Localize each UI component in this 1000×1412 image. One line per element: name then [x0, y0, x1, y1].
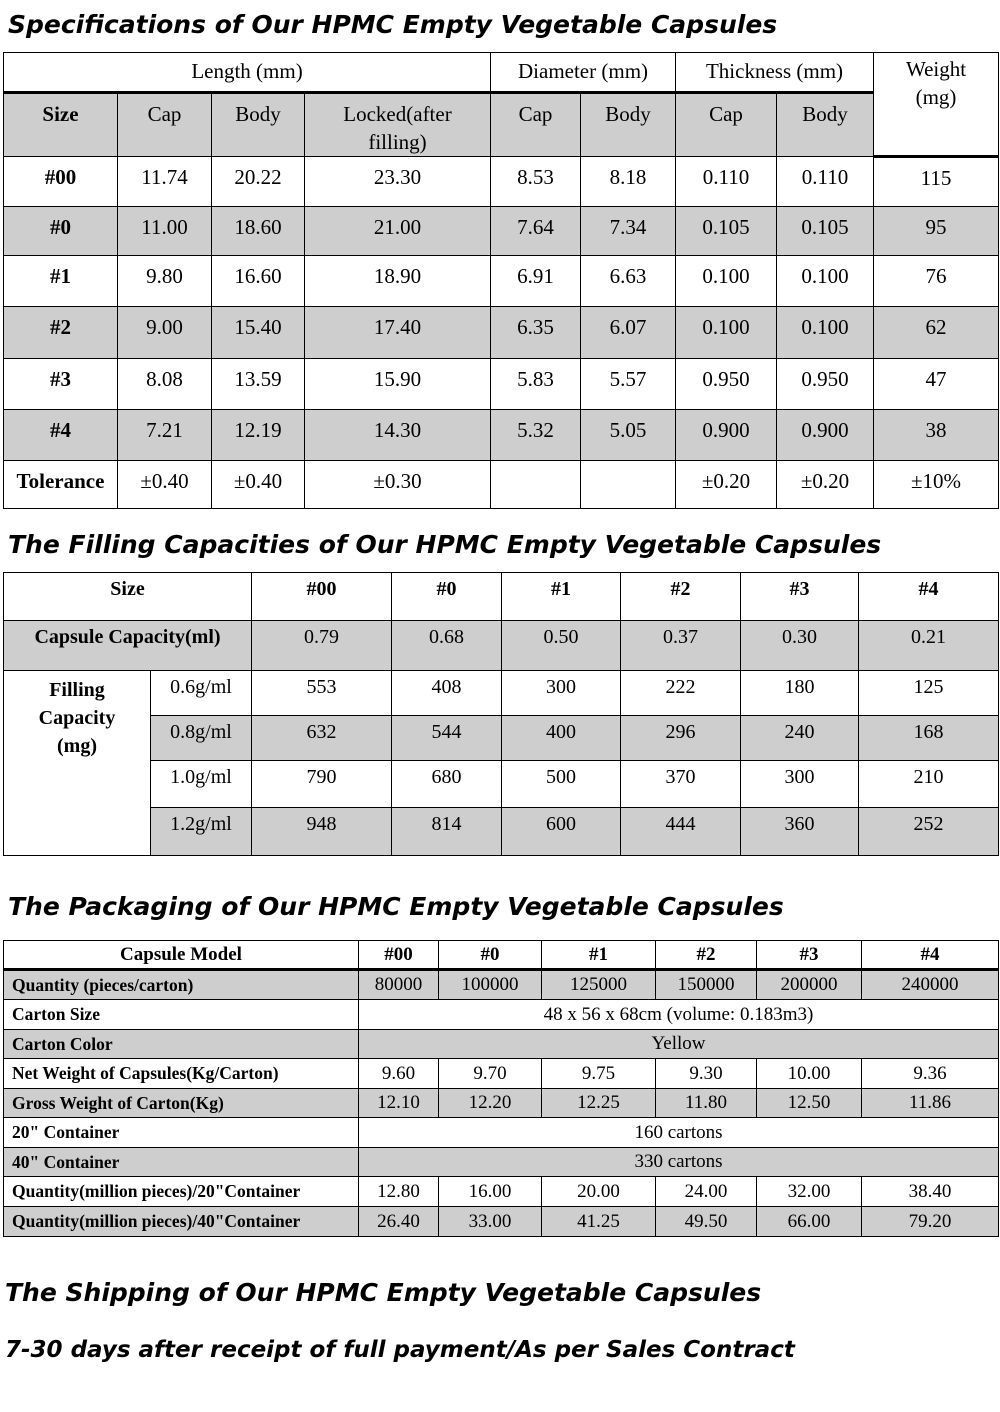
qty-20-label: Quantity(million pieces)/20"Container: [4, 1177, 359, 1207]
filling-table: [3, 572, 999, 856]
density-label: 0.6g/ml: [151, 671, 252, 716]
container-40-value: 330 cartons: [359, 1148, 999, 1177]
table-cell: 0.50: [502, 621, 621, 671]
table-cell: 12.50: [757, 1089, 862, 1118]
table-cell: [581, 461, 676, 509]
table-row: [4, 461, 999, 509]
table-cell: 200000: [757, 970, 862, 1000]
table-cell: 0.900: [777, 410, 874, 461]
table-cell: 10.00: [757, 1059, 862, 1089]
shipping-heading: The Shipping of Our HPMC Empty Vegetable Capsules: [5, 1278, 762, 1307]
table-cell: 9.36: [862, 1059, 999, 1089]
gross-weight-label: Gross Weight of Carton(Kg): [4, 1089, 359, 1118]
column-header-diameter-body: Body: [581, 93, 676, 157]
table-row: [4, 207, 999, 256]
table-cell: 12.80: [359, 1177, 439, 1207]
table-row: [4, 761, 999, 808]
table-cell: 9.00: [118, 307, 212, 359]
table-row: [4, 716, 999, 761]
column-header-size: Size: [4, 93, 118, 157]
table-row: [4, 1118, 999, 1148]
table-cell: 0.21: [859, 621, 999, 671]
table-cell: 18.60: [212, 207, 305, 256]
table-cell: 222: [621, 671, 741, 716]
column-header-3: #3: [757, 941, 862, 970]
thickness-group-header: Thickness (mm): [676, 53, 874, 93]
table-cell: ±0.20: [777, 461, 874, 509]
column-header-0: #0: [439, 941, 542, 970]
density-label: 1.0g/ml: [151, 761, 252, 808]
table-cell: 41.25: [542, 1207, 656, 1237]
table-cell: 11.74: [118, 157, 212, 207]
table-cell: 12.19: [212, 410, 305, 461]
table-cell: 80000: [359, 970, 439, 1000]
table-cell: 100000: [439, 970, 542, 1000]
packaging-heading: The Packaging of Our HPMC Empty Vegetable Capsules: [8, 892, 784, 921]
table-cell: 12.10: [359, 1089, 439, 1118]
density-label: 1.2g/ml: [151, 808, 252, 856]
table-cell: 210: [859, 761, 999, 808]
table-cell: ±0.20: [676, 461, 777, 509]
column-header-length-cap: Cap: [118, 93, 212, 157]
table-cell: ±10%: [874, 461, 999, 509]
row-label: #00: [4, 157, 118, 207]
specifications-table: [3, 52, 999, 509]
table-cell: 26.40: [359, 1207, 439, 1237]
table-cell: [491, 461, 581, 509]
table-cell: 38.40: [862, 1177, 999, 1207]
table-cell: 14.30: [305, 410, 491, 461]
table-cell: 240: [741, 716, 859, 761]
table-cell: 12.25: [542, 1089, 656, 1118]
table-cell: 21.00: [305, 207, 491, 256]
table-row: [4, 1177, 999, 1207]
carton-color-label: Carton Color: [4, 1030, 359, 1059]
table-cell: 62: [874, 307, 999, 359]
table-cell: 6.07: [581, 307, 676, 359]
column-header-00: #00: [359, 941, 439, 970]
table-cell: 5.83: [491, 359, 581, 410]
table-cell: 544: [392, 716, 502, 761]
table-cell: 9.60: [359, 1059, 439, 1089]
table-cell: 0.30: [741, 621, 859, 671]
column-header-locked: Locked(after filling): [305, 93, 491, 157]
table-cell: 95: [874, 207, 999, 256]
net-weight-label: Net Weight of Capsules(Kg/Carton): [4, 1059, 359, 1089]
table-cell: 5.32: [491, 410, 581, 461]
container-20-value: 160 cartons: [359, 1118, 999, 1148]
table-cell: 0.950: [777, 359, 874, 410]
table-cell: 9.75: [542, 1059, 656, 1089]
table-cell: ±0.30: [305, 461, 491, 509]
table-cell: 0.900: [676, 410, 777, 461]
table-cell: 16.00: [439, 1177, 542, 1207]
table-cell: 8.53: [491, 157, 581, 207]
table-cell: 18.90: [305, 256, 491, 307]
table-cell: 408: [392, 671, 502, 716]
table-cell: 20.22: [212, 157, 305, 207]
shipping-text: 7-30 days after receipt of full payment/As per Sales Contract: [5, 1337, 795, 1363]
table-row: [4, 307, 999, 359]
table-cell: 180: [741, 671, 859, 716]
table-cell: 49.50: [656, 1207, 757, 1237]
table-cell: 7.34: [581, 207, 676, 256]
table-row: [4, 621, 999, 671]
table-row: [4, 970, 999, 1000]
table-cell: 150000: [656, 970, 757, 1000]
table-cell: 600: [502, 808, 621, 856]
column-header-2: #2: [656, 941, 757, 970]
table-cell: 0.105: [676, 207, 777, 256]
table-row: [4, 157, 999, 207]
table-cell: 11.00: [118, 207, 212, 256]
carton-size-value: 48 x 56 x 68cm (volume: 0.183m3): [359, 1000, 999, 1030]
diameter-group-header: Diameter (mm): [491, 53, 676, 93]
table-cell: 296: [621, 716, 741, 761]
table-cell: 252: [859, 808, 999, 856]
table-cell: 0.100: [676, 307, 777, 359]
qty-40-label: Quantity(million pieces)/40"Container: [4, 1207, 359, 1237]
table-cell: 15.40: [212, 307, 305, 359]
container-40-label: 40" Container: [4, 1148, 359, 1177]
table-cell: ±0.40: [118, 461, 212, 509]
table-cell: 0.68: [392, 621, 502, 671]
table-cell: 32.00: [757, 1177, 862, 1207]
table-row: [4, 1148, 999, 1177]
table-cell: 444: [621, 808, 741, 856]
row-label: Tolerance: [4, 461, 118, 509]
table-cell: 6.35: [491, 307, 581, 359]
table-cell: 500: [502, 761, 621, 808]
column-header-thickness-cap: Cap: [676, 93, 777, 157]
table-cell: 790: [252, 761, 392, 808]
table-cell: 300: [502, 671, 621, 716]
table-cell: 11.86: [862, 1089, 999, 1118]
row-label: #4: [4, 410, 118, 461]
table-cell: 5.05: [581, 410, 676, 461]
row-label: #0: [4, 207, 118, 256]
table-cell: 0.79: [252, 621, 392, 671]
density-label: 0.8g/ml: [151, 716, 252, 761]
table-cell: 47: [874, 359, 999, 410]
table-cell: 79.20: [862, 1207, 999, 1237]
table-row: [4, 1059, 999, 1089]
table-cell: 76: [874, 256, 999, 307]
table-row: [4, 1089, 999, 1118]
table-cell: 15.90: [305, 359, 491, 410]
table-cell: 9.30: [656, 1059, 757, 1089]
table-cell: 38: [874, 410, 999, 461]
table-cell: 0.110: [777, 157, 874, 207]
table-cell: 0.37: [621, 621, 741, 671]
column-header-4: #4: [859, 573, 999, 621]
column-header-00: #00: [252, 573, 392, 621]
capsule-capacity-label: Capsule Capacity(ml): [4, 621, 252, 671]
table-cell: 7.64: [491, 207, 581, 256]
table-cell: 370: [621, 761, 741, 808]
row-label: #1: [4, 256, 118, 307]
table-cell: 300: [741, 761, 859, 808]
table-cell: 24.00: [656, 1177, 757, 1207]
table-cell: 400: [502, 716, 621, 761]
table-cell: 814: [392, 808, 502, 856]
table-cell: 680: [392, 761, 502, 808]
table-row: [4, 1000, 999, 1030]
table-cell: 240000: [862, 970, 999, 1000]
table-cell: 17.40: [305, 307, 491, 359]
specifications-heading: Specifications of Our HPMC Empty Vegetable Capsules: [8, 10, 778, 39]
column-header-1: #1: [542, 941, 656, 970]
table-cell: 6.91: [491, 256, 581, 307]
table-cell: 9.70: [439, 1059, 542, 1089]
table-cell: 125000: [542, 970, 656, 1000]
table-cell: 115: [874, 157, 999, 207]
table-cell: 11.80: [656, 1089, 757, 1118]
table-cell: 33.00: [439, 1207, 542, 1237]
table-cell: 0.110: [676, 157, 777, 207]
column-header-capsule-model: Capsule Model: [4, 941, 359, 970]
column-header-size: Size: [4, 573, 252, 621]
table-cell: 632: [252, 716, 392, 761]
table-cell: 8.08: [118, 359, 212, 410]
table-cell: 948: [252, 808, 392, 856]
filling-heading: The Filling Capacities of Our HPMC Empty Vegetable Capsules: [8, 530, 882, 559]
quantity-label: Quantity (pieces/carton): [4, 970, 359, 1000]
table-row: [4, 410, 999, 461]
column-header-1: #1: [502, 573, 621, 621]
row-label: #3: [4, 359, 118, 410]
column-header-length-body: Body: [212, 93, 305, 157]
column-header-0: #0: [392, 573, 502, 621]
table-row: [4, 671, 999, 716]
table-cell: 8.18: [581, 157, 676, 207]
table-cell: 5.57: [581, 359, 676, 410]
table-cell: 16.60: [212, 256, 305, 307]
column-header-diameter-cap: Cap: [491, 93, 581, 157]
table-cell: 66.00: [757, 1207, 862, 1237]
table-cell: 0.100: [777, 307, 874, 359]
row-label: #2: [4, 307, 118, 359]
packaging-table: [3, 940, 999, 1237]
table-cell: 168: [859, 716, 999, 761]
table-row: [4, 359, 999, 410]
filling-capacity-label: Filling Capacity (mg): [4, 671, 151, 856]
table-cell: ±0.40: [212, 461, 305, 509]
table-cell: 125: [859, 671, 999, 716]
length-group-header: Length (mm): [4, 53, 491, 93]
table-row: [4, 1030, 999, 1059]
table-cell: 20.00: [542, 1177, 656, 1207]
table-cell: 0.950: [676, 359, 777, 410]
table-row: [4, 256, 999, 307]
container-20-label: 20" Container: [4, 1118, 359, 1148]
carton-size-label: Carton Size: [4, 1000, 359, 1030]
weight-group-header: Weight (mg): [874, 53, 999, 157]
table-cell: 553: [252, 671, 392, 716]
table-row: [4, 1207, 999, 1237]
table-cell: 23.30: [305, 157, 491, 207]
table-cell: 13.59: [212, 359, 305, 410]
carton-color-value: Yellow: [359, 1030, 999, 1059]
table-cell: 0.100: [777, 256, 874, 307]
table-cell: 12.20: [439, 1089, 542, 1118]
table-cell: 9.80: [118, 256, 212, 307]
table-cell: 7.21: [118, 410, 212, 461]
table-cell: 6.63: [581, 256, 676, 307]
table-cell: 360: [741, 808, 859, 856]
column-header-4: #4: [862, 941, 999, 970]
column-header-thickness-body: Body: [777, 93, 874, 157]
column-header-3: #3: [741, 573, 859, 621]
table-cell: 0.100: [676, 256, 777, 307]
table-cell: 0.105: [777, 207, 874, 256]
table-row: [4, 808, 999, 856]
column-header-2: #2: [621, 573, 741, 621]
